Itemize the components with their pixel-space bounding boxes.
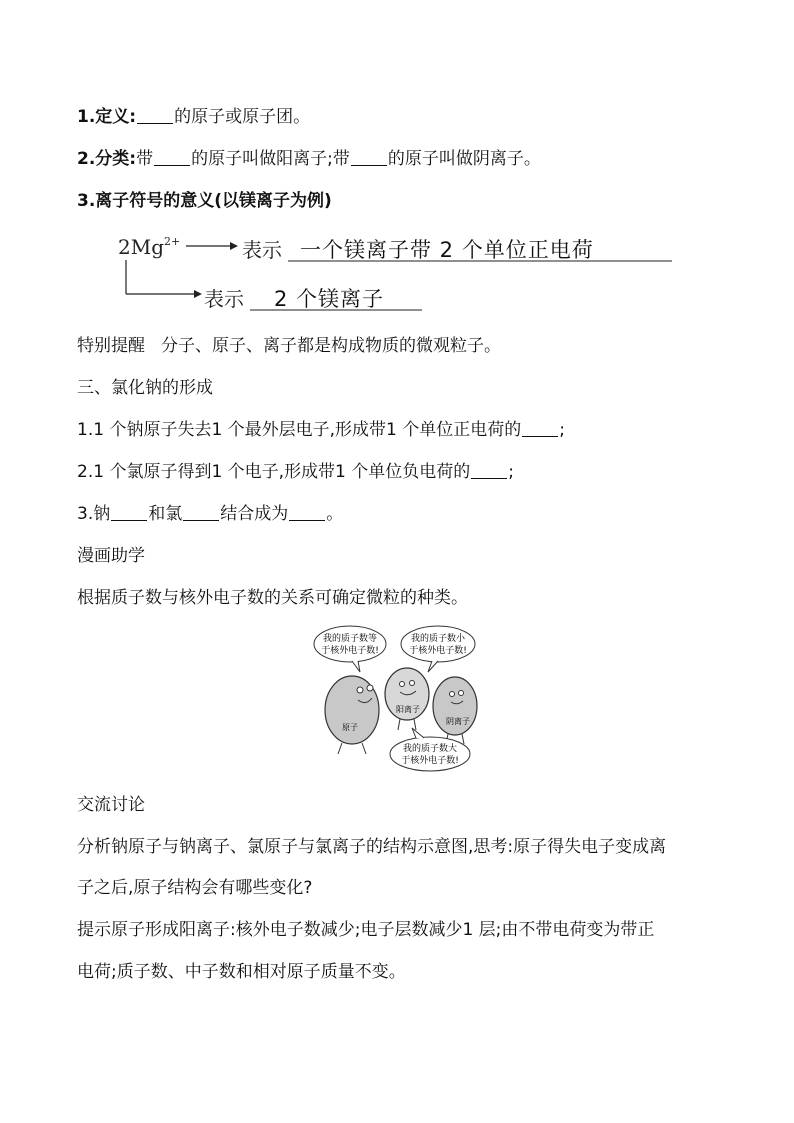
represents-label-2: 表示 xyxy=(204,287,244,311)
nacl-item-3-blank-b[interactable] xyxy=(183,504,219,521)
comic-description: 根据质子数与核外电子数的关系可确定微粒的种类。 xyxy=(77,588,468,608)
ion-symbol-heading: 3.离子符号的意义(以镁离子为例) xyxy=(77,191,332,211)
bubble-atom-line-2: 于核外电子数! xyxy=(321,646,379,656)
comic-title: 漫画助学 xyxy=(77,546,145,566)
reminder-label: 特别提醒 xyxy=(77,336,145,356)
particle-comic-illustration xyxy=(312,622,482,774)
classification-text-3: 的原子叫做阴离子。 xyxy=(387,149,541,169)
nacl-item-2-end: ; xyxy=(508,462,515,482)
represents-label-1: 表示 xyxy=(242,238,282,262)
reminder-text: 分子、原子、离子都是构成物质的微观粒子。 xyxy=(161,336,501,356)
nacl-item-3-blank-c[interactable] xyxy=(289,504,325,521)
nacl-item-3 xyxy=(77,503,343,525)
cation-blank[interactable] xyxy=(154,149,190,166)
meaning-answer-2: 2 个镁离子 xyxy=(274,287,385,311)
nacl-item-1-text: 1.1 个钠原子失去1 个最外层电子,形成带1 个单位正电荷的 xyxy=(77,420,522,440)
special-reminder xyxy=(77,335,501,357)
definition-line xyxy=(77,106,310,128)
cation-label: 阴离子 xyxy=(446,717,470,726)
nacl-item-1 xyxy=(77,419,565,441)
nacl-item-3-text-b: 和氯 xyxy=(148,504,183,524)
classification-text-2: 的原子叫做阳离子;带 xyxy=(191,149,350,169)
section-title-nacl: 三、氯化钠的形成 xyxy=(77,378,213,398)
atom-label: 原子 xyxy=(342,723,358,732)
classification-text-1: 带 xyxy=(136,149,154,169)
classification-line xyxy=(77,148,541,170)
ion-symbol-diagram xyxy=(118,226,678,316)
ion-formula: $2Mg^{2+}$ xyxy=(118,235,181,259)
nacl-item-2-blank[interactable] xyxy=(471,462,507,479)
discussion-question-line-2: 子之后,原子结构会有哪些变化? xyxy=(77,878,313,898)
nacl-item-2-text: 2.1 个氯原子得到1 个电子,形成带1 个单位负电荷的 xyxy=(77,462,471,482)
discussion-title: 交流讨论 xyxy=(77,795,145,815)
bubble-cation-line-2: 于核外电子数! xyxy=(401,756,459,766)
meaning-answer-1: 一个镁离子带 2 个单位正电荷 xyxy=(300,238,594,262)
cation-character xyxy=(433,677,477,735)
anion-label: 阳离子 xyxy=(396,705,420,714)
ion-charge: 2+ xyxy=(164,235,181,248)
discussion-answer-line-2: 电荷;质子数、中子数和相对原子质量不变。 xyxy=(77,962,406,982)
definition-blank[interactable] xyxy=(137,107,173,124)
nacl-item-3-blank-a[interactable] xyxy=(111,504,147,521)
nacl-item-1-end: ; xyxy=(559,420,566,440)
nacl-item-2 xyxy=(77,461,514,483)
bubble-anion-line-2: 于核外电子数! xyxy=(409,646,467,656)
definition-text: 的原子或原子团。 xyxy=(174,107,311,127)
nacl-item-3-text-d: 。 xyxy=(326,504,344,524)
classification-number: 2.分类: xyxy=(77,149,137,169)
nacl-item-3-text-a: 3.钠 xyxy=(77,504,111,524)
discussion-answer-line-1: 提示原子形成阳离子:核外电子数减少;电子层数减少1 层;由不带电荷变为带正 xyxy=(77,920,655,940)
bubble-atom-line-1: 我的质子数等 xyxy=(322,634,378,644)
anion-blank[interactable] xyxy=(351,149,387,166)
bubble-cation-line-1: 我的质子数大 xyxy=(402,744,458,754)
definition-number: 1.定义: xyxy=(77,107,137,127)
nacl-item-1-blank[interactable] xyxy=(522,420,558,437)
nacl-item-3-text-c: 结合成为 xyxy=(220,504,289,524)
bubble-anion-line-1: 我的质子数小 xyxy=(410,634,466,644)
discussion-question-line-1: 分析钠原子与钠离子、氯原子与氯离子的结构示意图,思考:原子得失电子变成离 xyxy=(77,837,667,857)
